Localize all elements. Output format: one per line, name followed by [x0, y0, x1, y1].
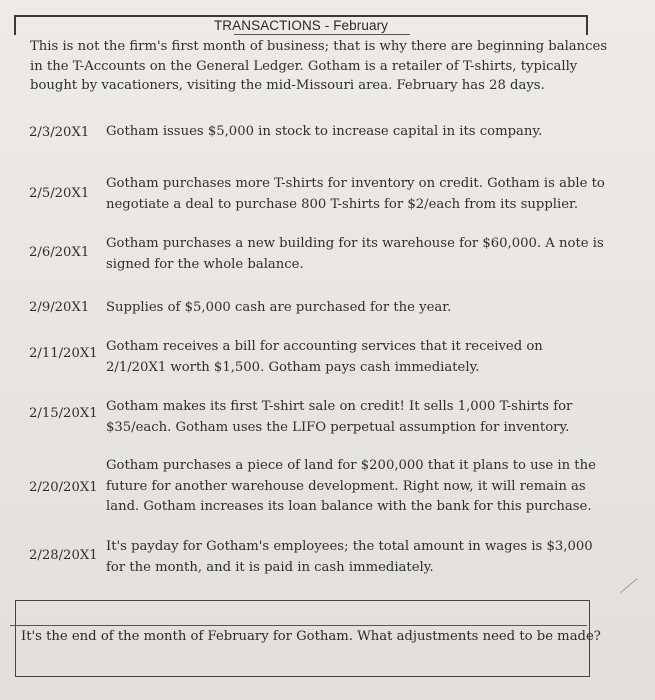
transaction-line: 2/1/20X1 worth $1,500. Gotham pays cash immediately. — [106, 359, 480, 375]
page-title: TRANSACTIONS - February — [213, 18, 389, 33]
transaction-date: 2/20/20X1 — [29, 480, 98, 495]
transaction-line: negotiate a deal to purchase 800 T-shirts for $2/each from its supplier. — [106, 196, 579, 212]
transaction-date: 2/3/20X1 — [29, 125, 90, 140]
transaction-line: Gotham makes its first T-shirt sale on credit! It sells 1,000 T-shirts for — [106, 399, 573, 414]
transaction-date: 2/6/20X1 — [29, 245, 90, 260]
title-underline — [234, 34, 410, 35]
question-text: It's the end of the month of February for Gotham. What adjustments need to be made? — [21, 629, 601, 644]
transaction-date: 2/15/20X1 — [29, 406, 98, 421]
transaction-line: Gotham purchases a piece of land for $200,000 that it plans to use in the — [106, 458, 596, 473]
intro-line: bought by vacationers, visiting the mid-Missouri area. February has 28 days. — [30, 78, 545, 93]
transaction-description — [106, 397, 572, 438]
transaction-line: land. Gotham increases its loan balance with the bank for this purchase. — [106, 499, 592, 514]
transaction-description — [106, 337, 543, 378]
intro-line: This is not the firm's first month of business; that is why there are beginning balances — [30, 39, 608, 54]
transaction-date: 2/28/20X1 — [29, 548, 98, 563]
transaction-line: signed for the whole balance. — [106, 256, 304, 272]
transaction-description — [106, 537, 593, 578]
transaction-line: Supplies of $5,000 cash are purchased for the year. — [106, 300, 452, 315]
intro-paragraph — [30, 37, 608, 96]
transaction-line: Gotham issues $5,000 in stock to increase capital in its company. — [106, 124, 543, 139]
transaction-description — [106, 298, 451, 319]
transaction-date: 2/5/20X1 — [29, 186, 90, 201]
transaction-line: It's payday for Gotham's employees; the total amount in wages is $3,000 — [106, 539, 593, 554]
transaction-line: Gotham receives a bill for accounting services that it received on — [106, 339, 543, 354]
transaction-line: Gotham purchases more T-shirts for inventory on credit. Gotham is able to — [106, 176, 605, 191]
transaction-line: future for another warehouse development. Right now, it will remain as — [106, 478, 586, 494]
transaction-line: Gotham purchases a new building for its warehouse for $60,000. A note is — [106, 236, 604, 251]
transaction-line: $35/each. Gotham uses the LIFO perpetual assumption for inventory. — [106, 419, 570, 435]
transaction-description — [106, 122, 542, 143]
intro-line: in the T-Accounts on the General Ledger. Gotham is a retailer of T-shirts, typically — [30, 58, 578, 74]
transaction-description — [106, 456, 596, 518]
transaction-description — [106, 234, 604, 275]
transaction-line: for the month, and it is paid in cash immediately. — [106, 559, 434, 575]
transaction-date: 2/11/20X1 — [29, 346, 98, 361]
title-box — [14, 15, 588, 35]
transaction-date: 2/9/20X1 — [29, 300, 90, 315]
transaction-description — [106, 174, 605, 215]
pencil-mark — [620, 578, 637, 593]
